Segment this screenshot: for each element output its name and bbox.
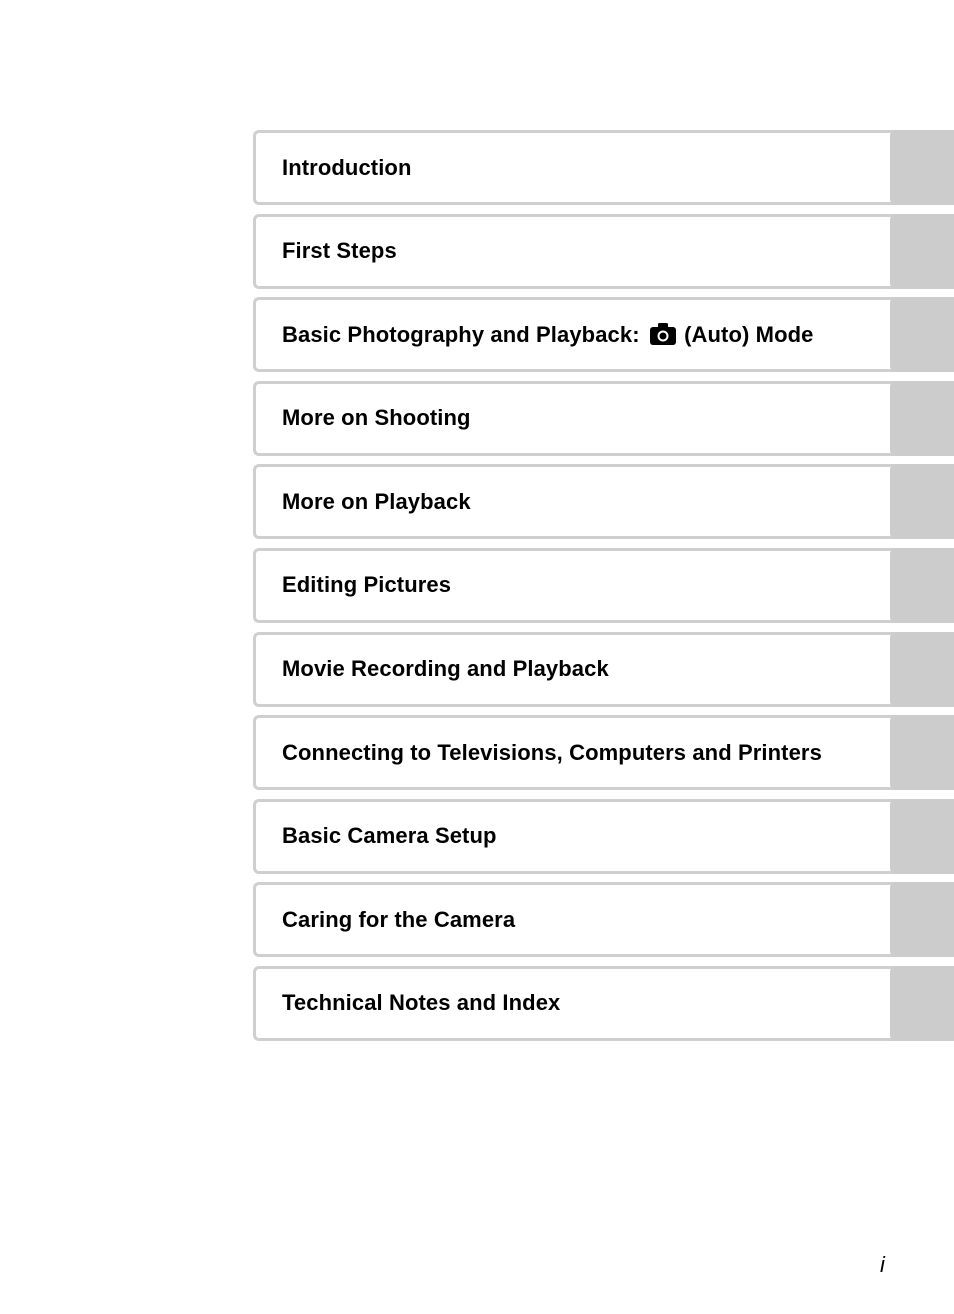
toc-item-label: Introduction xyxy=(282,154,412,180)
camera-icon xyxy=(650,323,676,345)
toc-item-label-after: (Auto) Mode xyxy=(684,321,814,347)
section-tab xyxy=(890,381,954,456)
toc-item-label: Caring for the Camera xyxy=(282,906,516,932)
toc-item-caring-for-camera[interactable] xyxy=(253,882,954,957)
toc-item-label: Editing Pictures xyxy=(282,572,452,598)
toc-item-movie-recording[interactable] xyxy=(253,632,954,707)
section-tab xyxy=(890,214,954,289)
section-tab xyxy=(890,548,954,623)
section-tab xyxy=(890,799,954,874)
toc-item-label: Basic Camera Setup xyxy=(282,823,497,849)
toc-item-label: Connecting to Televisions, Computers and Printers xyxy=(282,739,822,765)
section-tab xyxy=(890,632,954,707)
section-tab xyxy=(890,966,954,1041)
section-tab xyxy=(890,464,954,539)
toc-item-label: Technical Notes and Index xyxy=(282,990,561,1016)
toc-item-label: First Steps xyxy=(282,238,397,264)
toc-item-label xyxy=(282,322,814,348)
toc-item-technical-notes[interactable] xyxy=(253,966,954,1041)
section-tab xyxy=(890,130,954,205)
toc-item-first-steps[interactable] xyxy=(253,214,954,289)
toc-item-label: More on Shooting xyxy=(282,405,471,431)
toc-item-label-before: Basic Photography and Playback: xyxy=(282,321,640,347)
toc-item-basic-photography[interactable] xyxy=(253,297,954,372)
toc-item-editing-pictures[interactable] xyxy=(253,548,954,623)
toc-item-basic-camera-setup[interactable] xyxy=(253,799,954,874)
section-tab xyxy=(890,297,954,372)
page-number: i xyxy=(880,1252,885,1277)
toc-item-introduction[interactable] xyxy=(253,130,954,205)
section-tab xyxy=(890,715,954,790)
toc-item-more-on-playback[interactable] xyxy=(253,464,954,539)
toc-item-more-on-shooting[interactable] xyxy=(253,381,954,456)
table-of-contents xyxy=(253,130,954,1050)
toc-item-connecting[interactable] xyxy=(253,715,954,790)
toc-item-label: Movie Recording and Playback xyxy=(282,656,609,682)
section-tab xyxy=(890,882,954,957)
toc-item-label: More on Playback xyxy=(282,488,471,514)
